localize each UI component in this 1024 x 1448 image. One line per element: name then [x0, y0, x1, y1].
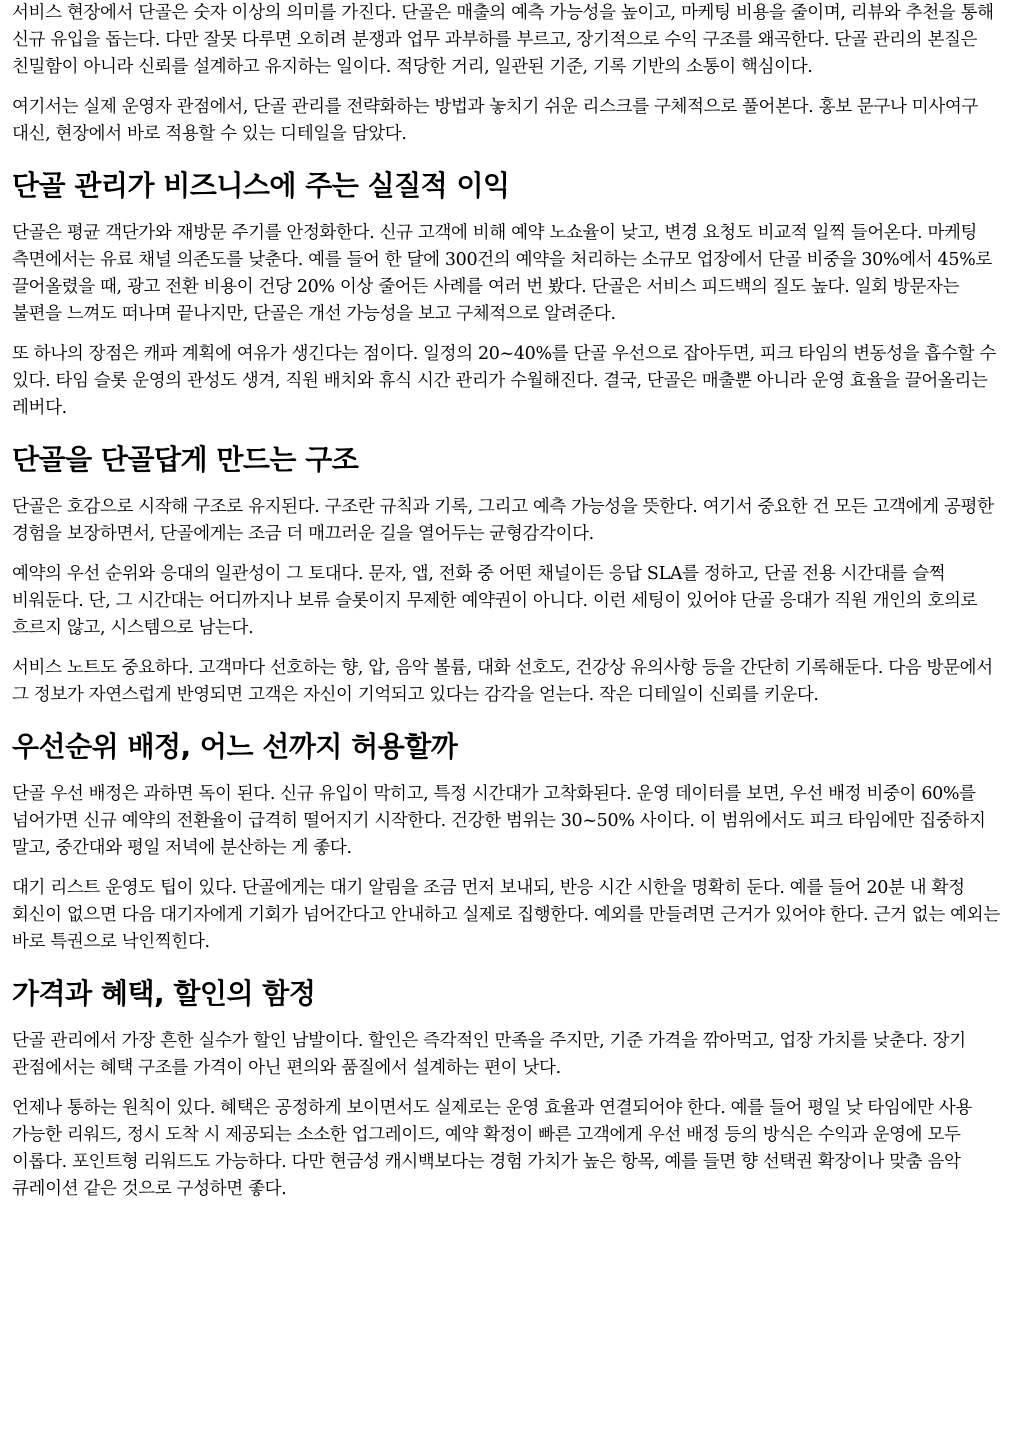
section-heading: 단골 관리가 비즈니스에 주는 실질적 이익 [12, 169, 510, 202]
section-paragraph: 예약의 우선 순위와 응대의 일관성이 그 토대다. 문자, 앱, 전화 중 어떤 채널이든 응답 SLA를 정하고, 단골 전용 시간대를 슬쩍 비워둔다. 단, 그 시간대는 어디까지나 보류 슬롯이지 무제한 예약권이 아니다. 이런 세팅이 있어야 단골 응대가 직원 개인의 호의로 흐르지 않고, 시스템으로 남는다. [12, 564, 978, 638]
section-business-benefits [12, 168, 1010, 422]
section-paragraph: 대기 리스트 운영도 팁이 있다. 단골에게는 대기 알림을 조금 먼저 보내되, 반응 시간 시한을 명확히 둔다. 예를 들어 20분 내 확정 회신이 없으면 다음 대기자에게 기회가 넘어간다고 안내하고 실제로 집행한다. 예외를 만들려면 근거가 있어야 한다. 근거 없는 예외는 바로 특권으로 낙인찍힌다. [12, 878, 1000, 952]
section-priority-allocation [12, 729, 1010, 956]
intro-paragraph-1: 서비스 현장에서 단골은 숫자 이상의 의미를 가진다. 단골은 매출의 예측 가능성을 높이고, 마케팅 비용을 줄이며, 리뷰와 추천을 통해 신규 유입을 돕는다. 다만 잘못 다루면 오히려 분쟁과 업무 과부하를 부르고, 장기적으로 수익 구조를 왜곡한다. 단골 관리의 본질은 친밀함이 아니라 신뢰를 설계하고 유지하는 일이다. 적당한 거리, 일관된 기준, 기록 기반의 소통이 핵심이다. [12, 3, 994, 77]
section-paragraph: 언제나 통하는 원칙이 있다. 혜택은 공정하게 보이면서도 실제로는 운영 효율과 연결되어야 한다. 예를 들어 평일 낮 타임에만 사용 가능한 리워드, 정시 도착 시 제공되는 소소한 업그레이드, 예약 확정이 빠른 고객에게 우선 배정 등의 방식은 수익과 운영에 모두 이롭다. 포인트형 리워드도 가능하다. 다만 현금성 캐시백보다는 경험 가치가 높은 항목, 예를 들면 향 선택권 확장이나 맞춤 음악 큐레이션 같은 것으로 구성하면 좋다. [12, 1098, 972, 1199]
intro-section [12, 0, 1010, 148]
section-paragraph: 또 하나의 장점은 캐파 계획에 여유가 생긴다는 점이다. 일정의 20~40%를 단골 우선으로 잡아두면, 피크 타임의 변동성을 흡수할 수 있다. 타임 슬롯 운영의 관성도 생겨, 직원 배치와 휴식 시간 관리가 수월해진다. 결국, 단골은 매출뿐 아니라 운영 효율을 끌어올리는 레버다. [12, 344, 996, 418]
section-heading: 우선순위 배정, 어느 선까지 허용할까 [12, 730, 458, 763]
section-paragraph: 단골 관리에서 가장 흔한 실수가 할인 남발이다. 할인은 즉각적인 만족을 주지만, 기준 가격을 깎아먹고, 업장 가치를 낮춘다. 장기 관점에서는 혜택 구조를 가격이 아닌 편의와 품질에서 설계하는 편이 낫다. [12, 1031, 966, 1078]
section-paragraph: 단골 우선 배정은 과하면 독이 된다. 신규 유입이 막히고, 특정 시간대가 고착화된다. 운영 데이터를 보면, 우선 배정 비중이 60%를 넘어가면 신규 예약의 전환율이 급격히 떨어지기 시작한다. 건강한 범위는 30~50% 사이다. 이 범위에서도 피크 타임에만 집중하지 말고, 중간대와 평일 저녁에 분산하는 게 좋다. [12, 784, 986, 858]
intro-paragraph-2: 여기서는 실제 운영자 관점에서, 단골 관리를 전략화하는 방법과 놓치기 쉬운 리스크를 구체적으로 풀어본다. 홍보 문구나 미사여구 대신, 현장에서 바로 적용할 수 있는 디테일을 담았다. [12, 97, 979, 144]
section-paragraph: 단골은 호감으로 시작해 구조로 유지된다. 구조란 규칙과 기록, 그리고 예측 가능성을 뜻한다. 여기서 중요한 건 모든 고객에게 공평한 경험을 보장하면서, 단골에게는 조금 더 매끄러운 길을 열어두는 균형감각이다. [12, 497, 994, 544]
section-heading: 단골을 단골답게 만드는 구조 [12, 443, 359, 476]
section-regular-structure [12, 442, 1010, 709]
section-paragraph: 서비스 노트도 중요하다. 고객마다 선호하는 향, 압, 음악 볼륨, 대화 선호도, 건강상 유의사항 등을 간단히 기록해둔다. 다음 방문에서 그 정보가 자연스럽게 반영되면 고객은 자신이 기억되고 있다는 감각을 얻는다. 작은 디테일이 신뢰를 키운다. [12, 658, 993, 705]
section-pricing-pitfalls [12, 976, 1010, 1203]
section-paragraph: 단골은 평균 객단가와 재방문 주기를 안정화한다. 신규 고객에 비해 예약 노쇼율이 낮고, 변경 요청도 비교적 일찍 들어온다. 마케팅 측면에서는 유료 채널 의존도를 낮춘다. 예를 들어 한 달에 300건의 예약을 처리하는 소규모 업장에서 단골 비중을 30%에서 45%로 끌어올렸을 때, 광고 전환 비용이 건당 20% 이상 줄어든 사례를 여러 번 봤다. 단골은 서비스 피드백의 질도 높다. 일회 방문자는 불편을 느껴도 떠나며 끝나지만, 단골은 개선 가능성을 보고 구체적으로 알려준다. [12, 223, 992, 324]
section-heading: 가격과 혜택, 할인의 함정 [12, 977, 316, 1010]
